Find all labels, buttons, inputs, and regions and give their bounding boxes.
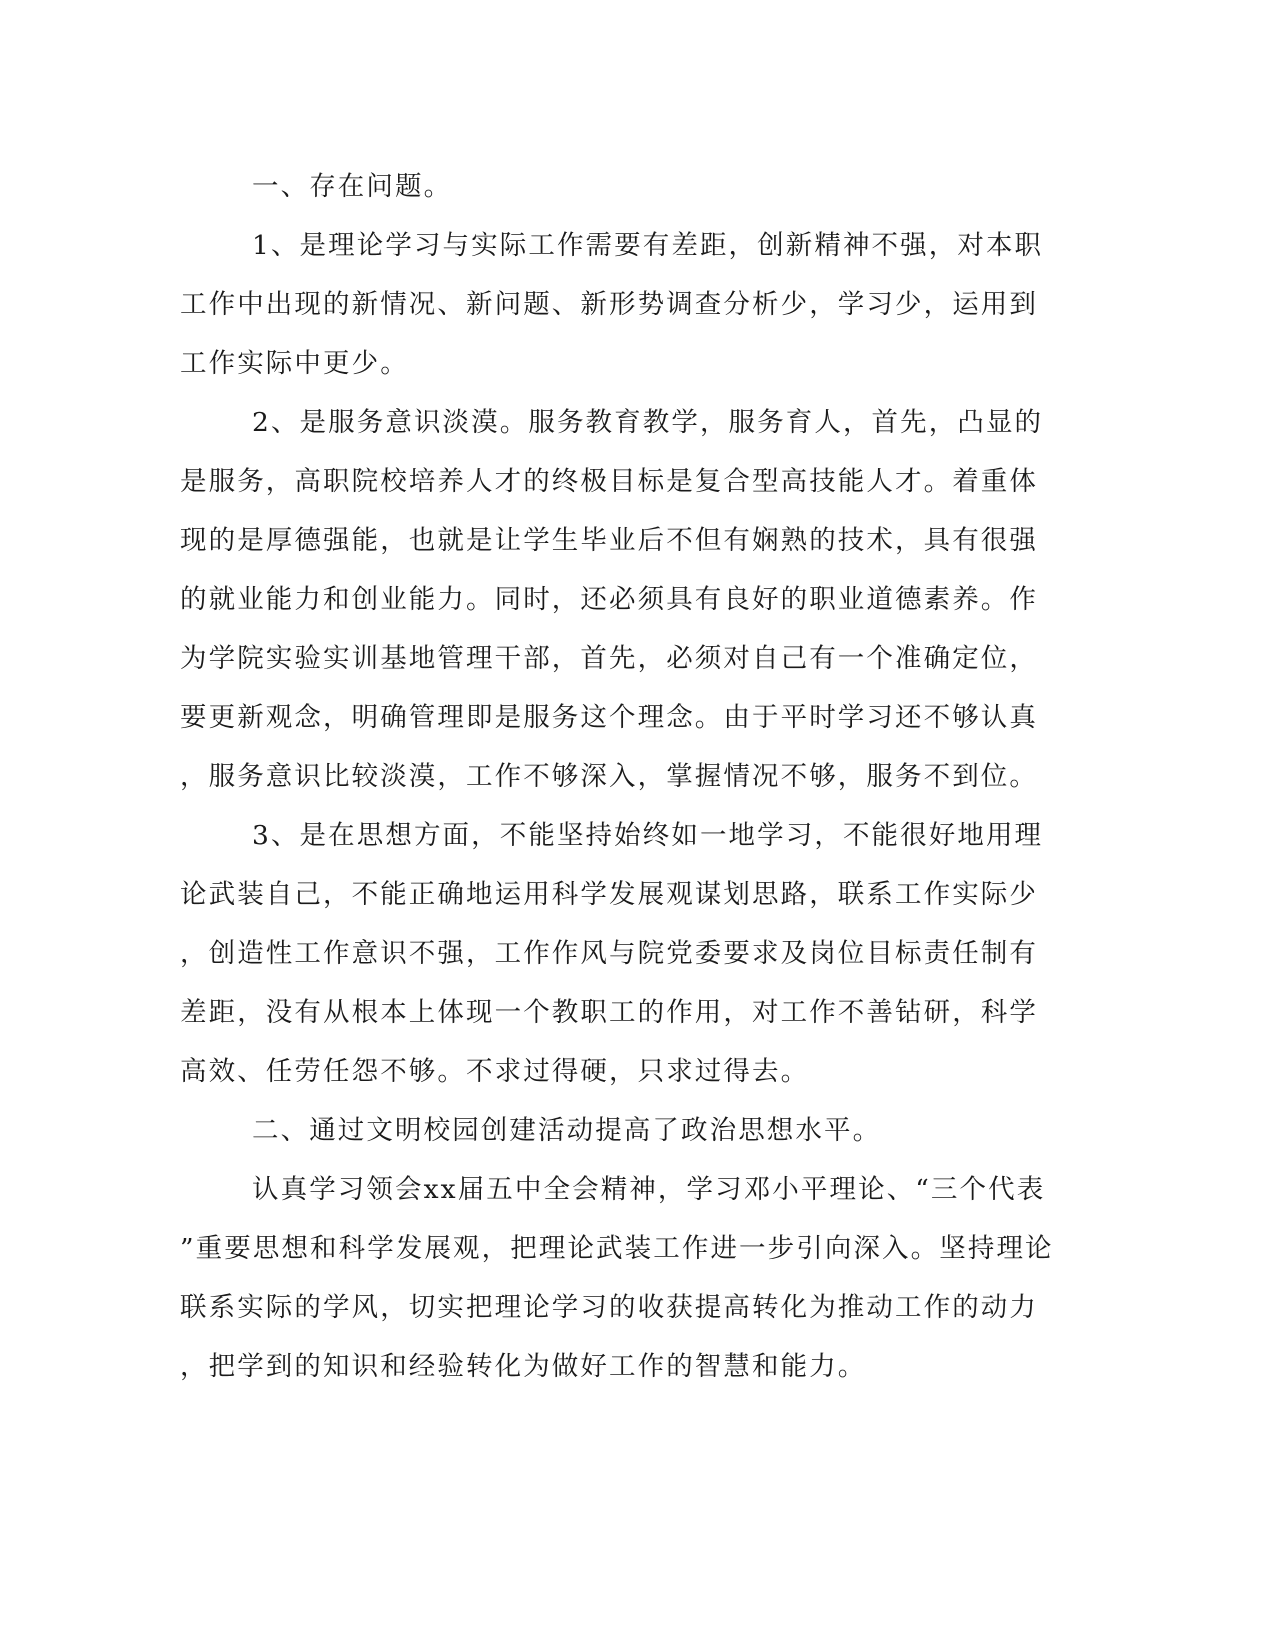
text-line: 工作中出现的新情况、新问题、新形势调查分析少，学习少，运用到	[180, 289, 1038, 320]
text-line: 高效、任劳任怨不够。不求过得硬，只求过得去。	[180, 1056, 810, 1087]
text-line: 论武装自己，不能正确地运用科学发展观谋划思路，联系工作实际少	[180, 879, 1038, 910]
section-heading	[180, 1101, 1030, 1160]
paragraph	[180, 393, 1044, 806]
text-line: 联系实际的学风，切实把理论学习的收获提高转化为推动工作的动力	[180, 1292, 1038, 1323]
text-line: 现的是厚德强能，也就是让学生毕业后不但有娴熟的技术，具有很强	[180, 525, 1038, 556]
section-heading	[180, 157, 1030, 216]
text-line: 1、是理论学习与实际工作需要有差距，创新精神不强，对本职	[252, 230, 1044, 261]
text-line: 差距，没有从根本上体现一个教职工的作用，对工作不善钻研，科学	[180, 997, 1038, 1028]
text-line: ”重要思想和科学发展观，把理论武装工作进一步引向深入。坚持理论	[180, 1233, 1054, 1264]
text-line: 为学院实验实训基地管理干部，首先，必须对自己有一个准确定位，	[180, 643, 1038, 674]
document-body	[180, 157, 1054, 1396]
text-line: 认真学习领会xx届五中全会精神，学习邓小平理论、“三个代表	[252, 1174, 1046, 1205]
paragraph	[180, 806, 1044, 1101]
text-line: 2、是服务意识淡漠。服务教育教学，服务育人，首先，凸显的	[252, 407, 1044, 438]
paragraph	[180, 1160, 1054, 1396]
text-line: 的就业能力和创业能力。同时，还必须具有良好的职业道德素养。作	[180, 584, 1038, 615]
text-line: 二、通过文明校园创建活动提高了政治思想水平。	[252, 1115, 882, 1146]
text-line: 一、存在问题。	[252, 171, 453, 202]
text-line: ，把学到的知识和经验转化为做好工作的智慧和能力。	[180, 1351, 867, 1382]
text-line: 3、是在思想方面，不能坚持始终如一地学习，不能很好地用理	[252, 820, 1044, 851]
text-line: 工作实际中更少。	[180, 348, 409, 379]
text-line: 要更新观念，明确管理即是服务这个理念。由于平时学习还不够认真	[180, 702, 1038, 733]
text-line: ，创造性工作意识不强，工作作风与院党委要求及岗位目标责任制有	[180, 938, 1038, 969]
text-line: ，服务意识比较淡漠，工作不够深入，掌握情况不够，服务不到位。	[180, 761, 1038, 792]
text-line: 是服务，高职院校培养人才的终极目标是复合型高技能人才。着重体	[180, 466, 1038, 497]
paragraph	[180, 216, 1044, 393]
